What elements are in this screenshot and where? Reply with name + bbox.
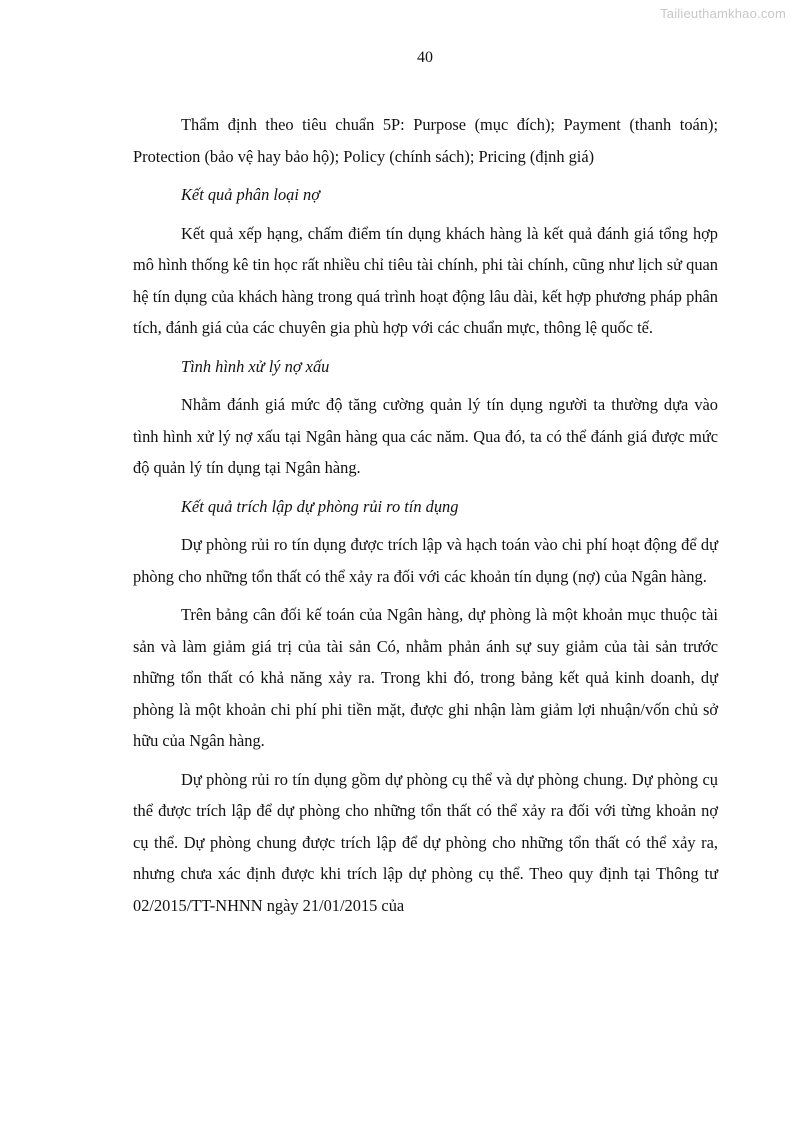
- heading-debt-classification: Kết quả phân loại nợ: [181, 185, 320, 204]
- paragraph-bad-debt: Nhằm đánh giá mức độ tăng cường quản lý tín dụng người ta thường dựa vào tình hình xử lý nợ xấu tại Ngân hàng qua các năm. Qua đó, ta có thể đánh giá được mức độ quản lý tín dụng tại Ngân hàng.: [133, 395, 718, 477]
- watermark-text: Tailieuthamkhao.com: [660, 6, 786, 21]
- paragraph-5p-criteria: Thẩm định theo tiêu chuẩn 5P: Purpose (mục đích); Payment (thanh toán); Protection (bảo vệ hay bảo hộ); Policy (chính sách); Pricing (định giá): [133, 115, 718, 166]
- paragraph-specific-general-provision: Dự phòng rủi ro tín dụng gồm dự phòng cụ thể và dự phòng chung. Dự phòng cụ thể được trích lập để dự phòng cho những tổn thất có thể xảy ra đối với từng khoản nợ cụ thể. Dự phòng chung được trích lập để dự phòng cho những tổn thất có thể xảy ra, nhưng chưa xác định được khi trích lập dự phòng cụ thể. Theo quy định tại Thông tư 02/2015/TT-NHNN ngày 21/01/2015 của: [133, 769, 718, 915]
- page-number: 40: [417, 49, 433, 66]
- paragraph-credit-rating: Kết quả xếp hạng, chấm điểm tín dụng khách hàng là kết quả đánh giá tổng hợp mô hình thống kê tin học rất nhiều chỉ tiêu tài chính, phi tài chính, cũng như lịch sử quan hệ tín dụng của khách hàng trong quá trình hoạt động lâu dài, kết hợp phương pháp phân tích, đánh giá của các chuyên gia phù hợp với các chuẩn mực, thông lệ quốc tế.: [133, 223, 718, 337]
- paragraph-balance-sheet: Trên bảng cân đối kế toán của Ngân hàng, dự phòng là một khoản mục thuộc tài sản và làm giảm giá trị của tài sản Có, nhằm phản ánh sự suy giảm của tài sản trước những tổn thất có khả năng xảy ra. Trong khi đó, trong bảng kết quả kinh doanh, dự phòng là một khoản chi phí phi tiền mặt, được ghi nhận làm giảm lợi nhuận/vốn chủ sở hữu của Ngân hàng.: [133, 605, 718, 750]
- heading-bad-debt-handling: Tình hình xử lý nợ xấu: [181, 356, 330, 376]
- document-body: [133, 109, 718, 928]
- heading-provisioning-result: Kết quả trích lập dự phòng rủi ro tín dụng: [181, 496, 459, 516]
- paragraph-provisioning: Dự phòng rủi ro tín dụng được trích lập và hạch toán vào chi phí hoạt động để dự phòng cho những tổn thất có thể xảy ra đối với các khoản tín dụng (nợ) của Ngân hàng.: [133, 535, 718, 586]
